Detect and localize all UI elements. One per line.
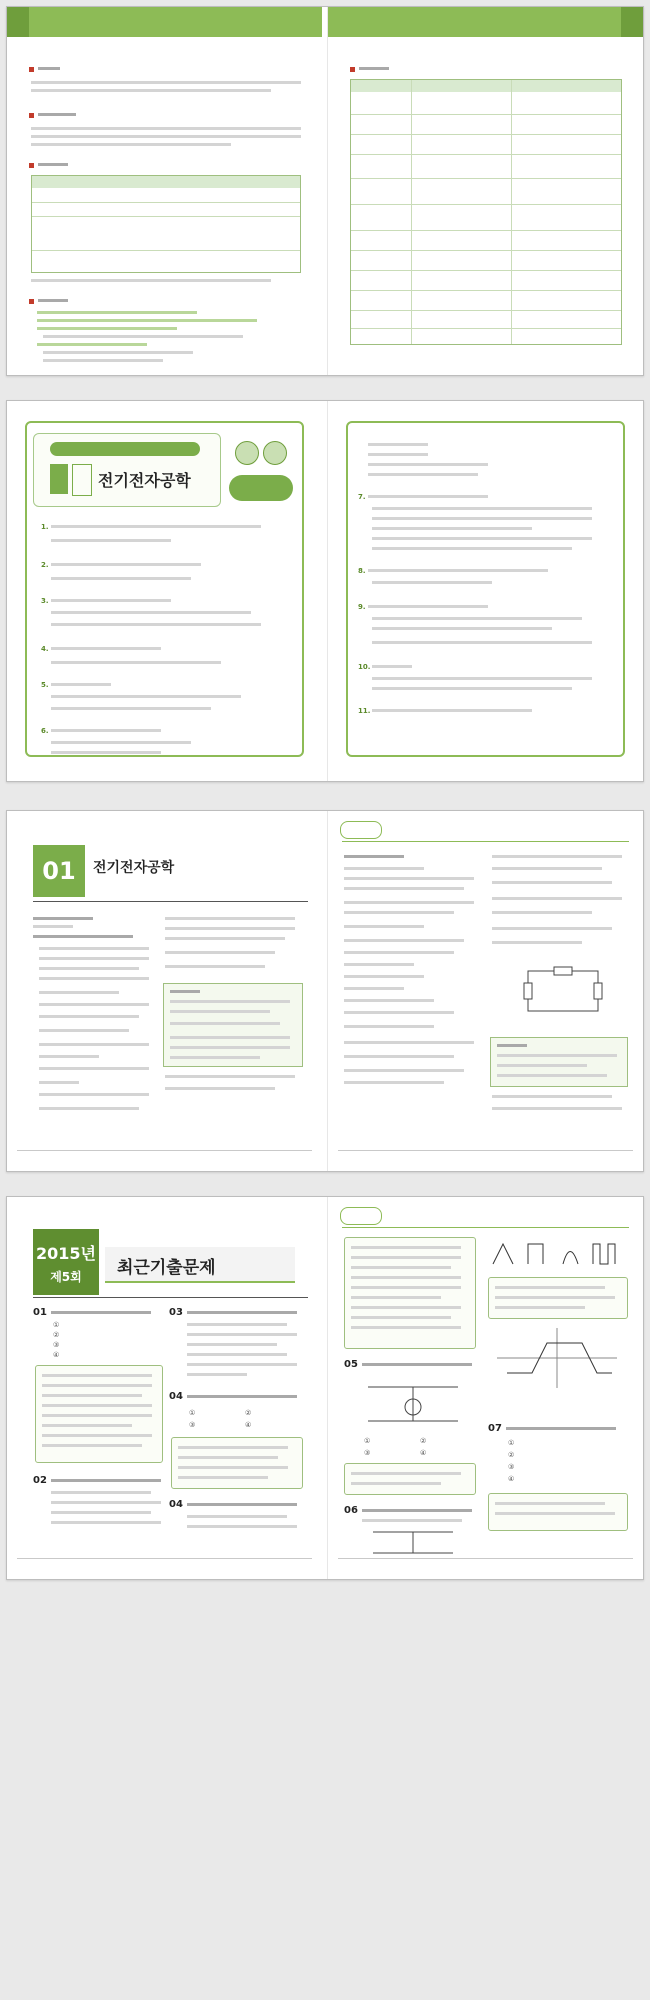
transistor-circuit (358, 1377, 468, 1431)
answer-option: ② (508, 1451, 515, 1459)
spread-4 (6, 1196, 644, 1580)
answer-option: ② (420, 1437, 427, 1445)
explanation-box (344, 1237, 476, 1349)
chapter-number: 01 (33, 845, 85, 897)
exam-year-box (33, 1229, 99, 1295)
circuit-diagram (368, 1527, 458, 1557)
chapter-number-box (72, 464, 92, 496)
answer-option: ② (245, 1409, 252, 1417)
syllabus-table (350, 79, 622, 345)
spread-1-right-page (327, 7, 643, 375)
mascot-badge (229, 475, 293, 501)
answer-option: ② (53, 1331, 60, 1339)
answer-option: ① (189, 1409, 196, 1417)
exam-year: 2015년 (36, 1244, 96, 1263)
chapter-header (33, 433, 221, 507)
answer-option: ① (53, 1321, 60, 1329)
spread-2 (6, 400, 644, 782)
section-heading (29, 65, 60, 75)
mascot-illustration (229, 441, 293, 501)
explanation-box (171, 1437, 303, 1489)
page-header-bar (7, 7, 322, 37)
question-number: 06 (344, 1505, 358, 1516)
answer-option: ④ (508, 1475, 515, 1483)
spread-4-right-page (327, 1197, 643, 1579)
answer-option: ③ (53, 1341, 60, 1349)
explanation-box (488, 1277, 628, 1319)
explanation-box (35, 1365, 163, 1463)
explanation-box (488, 1493, 628, 1531)
spread-3 (6, 810, 644, 1172)
spread-1-left-page (7, 7, 322, 375)
answer-option: ① (508, 1439, 515, 1447)
example-question-box (163, 983, 303, 1067)
question-number: 03 (169, 1307, 183, 1318)
spread-3-left-page (7, 811, 322, 1171)
section-title-bar (105, 1247, 295, 1283)
chapter-title: 전기전자공학 (93, 860, 175, 876)
question-number: 02 (33, 1475, 47, 1486)
section-heading (29, 297, 68, 307)
section-heading (29, 111, 76, 121)
page-header-bar (328, 7, 643, 37)
answer-option: ③ (508, 1463, 515, 1471)
chapter-label-box (50, 464, 68, 494)
schedule-table (31, 175, 301, 273)
answer-option: ③ (364, 1449, 371, 1457)
waveform-options (488, 1239, 628, 1269)
waveform-graph (492, 1323, 622, 1393)
example-question-box (490, 1037, 628, 1087)
section-heading (350, 65, 389, 75)
chapter-series-pill (50, 442, 200, 456)
spread-3-right-page (327, 811, 643, 1171)
section-title: 최근기출문제 (117, 1258, 216, 1278)
answer-option: ③ (189, 1421, 196, 1429)
answer-option: ④ (420, 1449, 427, 1457)
header-tab (621, 7, 643, 37)
header-tab (7, 7, 29, 37)
book-logo (340, 821, 382, 839)
spread-2-right-page: 7. 8. 9. 10. 11. (327, 401, 643, 781)
spread-1 (6, 6, 644, 376)
explanation-box (344, 1463, 476, 1495)
answer-option: ④ (245, 1421, 252, 1429)
chapter-frame (346, 421, 625, 757)
section-heading (29, 161, 68, 171)
spread-2-left-page: 전기전자공학 1. 2. 3. 4. 5. 6. (7, 401, 322, 781)
book-logo (340, 1207, 382, 1225)
answer-option: ① (364, 1437, 371, 1445)
exam-round: 제5회 (50, 1270, 82, 1284)
question-number: 01 (33, 1307, 47, 1318)
question-number: 05 (344, 1359, 358, 1370)
spread-4-left-page (7, 1197, 322, 1579)
circuit-diagram (518, 961, 608, 1025)
question-number: 04 (169, 1391, 183, 1402)
question-number: 07 (488, 1423, 502, 1434)
chapter-title: 전기전자공학 (98, 471, 191, 490)
answer-option: ④ (53, 1351, 60, 1359)
question-number: 04 (169, 1499, 183, 1510)
